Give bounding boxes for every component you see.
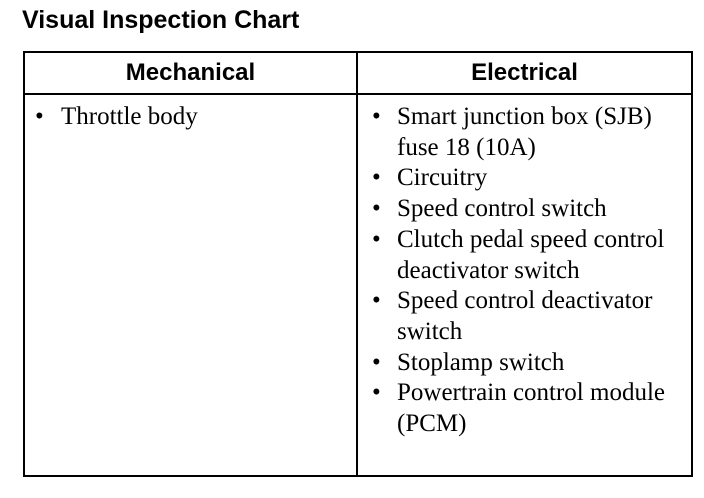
bullet-icon: • [372, 103, 381, 130]
column-header-mechanical: Mechanical [24, 52, 357, 94]
table-row [24, 94, 692, 476]
list-item-text: Speed control switch [397, 195, 607, 223]
list-item-text: Speed control deactivator switch [397, 287, 653, 345]
bullet-icon: • [372, 287, 381, 315]
electrical-cell [357, 94, 692, 476]
bullet-icon: • [372, 348, 381, 376]
list-item-text: Clutch pedal speed control deactivator switch [397, 225, 665, 284]
mechanical-list [25, 95, 356, 133]
list-item-text: Circuitry [397, 164, 488, 192]
list-item [358, 348, 691, 379]
inspection-table [23, 51, 693, 477]
bullet-icon: • [35, 103, 44, 130]
list-item [358, 225, 691, 286]
bullet-icon: • [372, 225, 381, 253]
list-item [358, 194, 691, 225]
list-item [358, 286, 691, 347]
bullet-icon: • [372, 195, 381, 223]
page-title: Visual Inspection Chart [22, 6, 300, 34]
column-header-electrical: Electrical [357, 52, 692, 94]
list-item-text: Smart junction box (SJB) fuse 18 (10A) [397, 103, 652, 161]
list-item-text: Stoplamp switch [397, 348, 565, 376]
list-item-text: Throttle body [61, 103, 198, 130]
electrical-list [358, 95, 691, 440]
list-item [25, 102, 356, 133]
bullet-icon: • [372, 164, 381, 192]
list-item [358, 163, 691, 194]
list-item [358, 378, 691, 439]
list-item [358, 102, 691, 163]
bullet-icon: • [372, 379, 381, 407]
list-item-text: Powertrain control module (PCM) [397, 379, 665, 438]
mechanical-cell [24, 94, 357, 476]
header-row [24, 52, 692, 94]
